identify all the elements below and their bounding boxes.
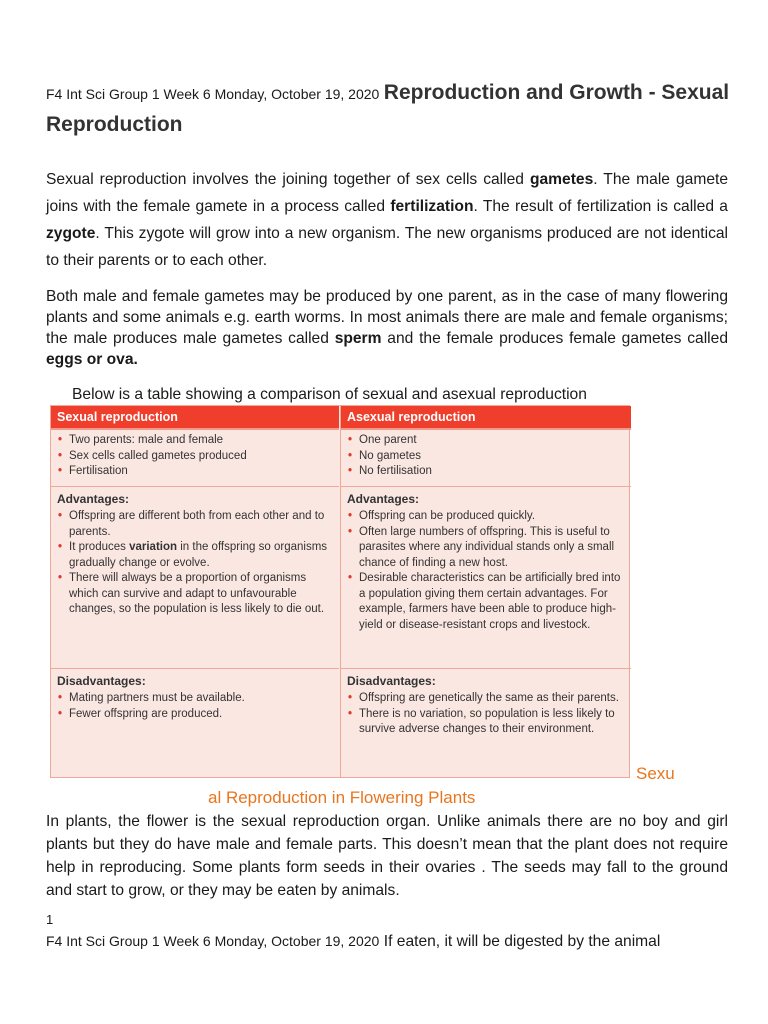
list-item: • It produces variation in the offspring so organisms gradually change or evolve.: [57, 540, 333, 571]
list-item: • No gametes: [347, 449, 625, 465]
footer-text: If eaten, it will be digested by the animal: [383, 933, 661, 950]
page-header: [46, 78, 736, 142]
sexual-basics: [51, 430, 339, 486]
advantages-label: Advantages:: [57, 492, 130, 506]
list-item: • Offspring can be produced quickly.: [347, 509, 625, 525]
intro-paragraph: Sexual reproduction involves the joining together of sex cells called gametes. The male gamete joins with the female gamete in a process called fertilization. The result of fertilization is called a zygote. This zygote will grow into a new organism. The new organisms produced are not identical to their parents or to each other.: [46, 171, 729, 269]
list-item: • Sex cells called gametes produced: [57, 449, 333, 465]
asexual-disadvantages: [341, 668, 631, 778]
list-item: • Fertilisation: [57, 464, 333, 480]
list-item: • Offspring are genetically the same as their parents.: [347, 691, 625, 707]
footer-meta: F4 Int Sci Group 1 Week 6 Monday, October 19, 2020: [46, 933, 380, 949]
disadvantages-label: Disadvantages:: [57, 674, 146, 688]
header-meta: F4 Int Sci Group 1 Week 6 Monday, October 19, 2020: [46, 86, 380, 102]
disadvantages-label: Disadvantages:: [347, 674, 436, 688]
sexual-advantages: [51, 486, 339, 668]
asexual-header: Asexual reproduction: [341, 406, 631, 430]
list-item: • Two parents: male and female: [57, 433, 333, 449]
subheading-part-b: al Reproduction in Flowering Plants: [208, 788, 476, 807]
subheading-part-a: Sexu: [636, 764, 675, 783]
term-zygote: zygote: [46, 225, 96, 242]
gametes-paragraph: Both male and female gametes may be produced by one parent, as in the case of many flowering plants and some animals e.g. earth worms. In most animals there are male and female organisms; the male produces male gametes called sperm and the female produces female gametes called eggs or ova.: [46, 288, 728, 368]
asexual-column: [340, 406, 631, 777]
list-item: • Offspring are different both from each other and to parents.: [57, 509, 333, 540]
list-item: • No fertilisation: [347, 464, 625, 480]
sexual-column: [51, 406, 339, 777]
table-caption: Below is a table showing a comparison of sexual and asexual reproduction: [72, 386, 587, 403]
term-gametes: gametes: [529, 171, 594, 188]
list-item: • There is no variation, so population is less likely to survive adverse changes to their environment.: [347, 707, 625, 738]
advantages-label: Advantages:: [347, 492, 420, 506]
page-title: Reproduction and Growth - Sexual Reproduction: [46, 81, 730, 136]
page-footer: [46, 930, 746, 953]
list-item: • Often large numbers of offspring. This is useful to parasites where any individual stands only a small chance of finding a new host.: [347, 525, 625, 572]
sexual-header: Sexual reproduction: [51, 406, 339, 430]
term-eggs: eggs or ova.: [46, 351, 138, 368]
list-item: • Mating partners must be available.: [57, 691, 333, 707]
term-fertilization: fertilization: [390, 198, 474, 215]
plants-paragraph: In plants, the flower is the sexual reproduction organ. Unlike animals there are no boy and girl plants but they do have male and female parts. This doesn’t mean that the plant does not require help in reproducing. Some plants form seeds in their ovaries . The seeds may fall to the ground and start to grow, or they may be eaten by animals.: [46, 813, 728, 899]
asexual-advantages: [341, 486, 631, 668]
sexual-disadvantages: [51, 668, 339, 778]
list-item: • There will always be a proportion of organisms which can survive and adapt to unfavourable changes, so the population is less likely to die out.: [57, 571, 333, 618]
list-item: • Desirable characteristics can be artificially bred into a population giving them certain advantages. For example, farmers have been able to produce high-yield or disease-resistant crops and livestock.: [347, 571, 625, 633]
list-item: • Fewer offspring are produced.: [57, 707, 333, 723]
list-item: • One parent: [347, 433, 625, 449]
asexual-basics: [341, 430, 631, 486]
comparison-table: [50, 405, 630, 778]
page-number: 1: [46, 912, 54, 927]
term-sperm: sperm: [334, 330, 382, 347]
